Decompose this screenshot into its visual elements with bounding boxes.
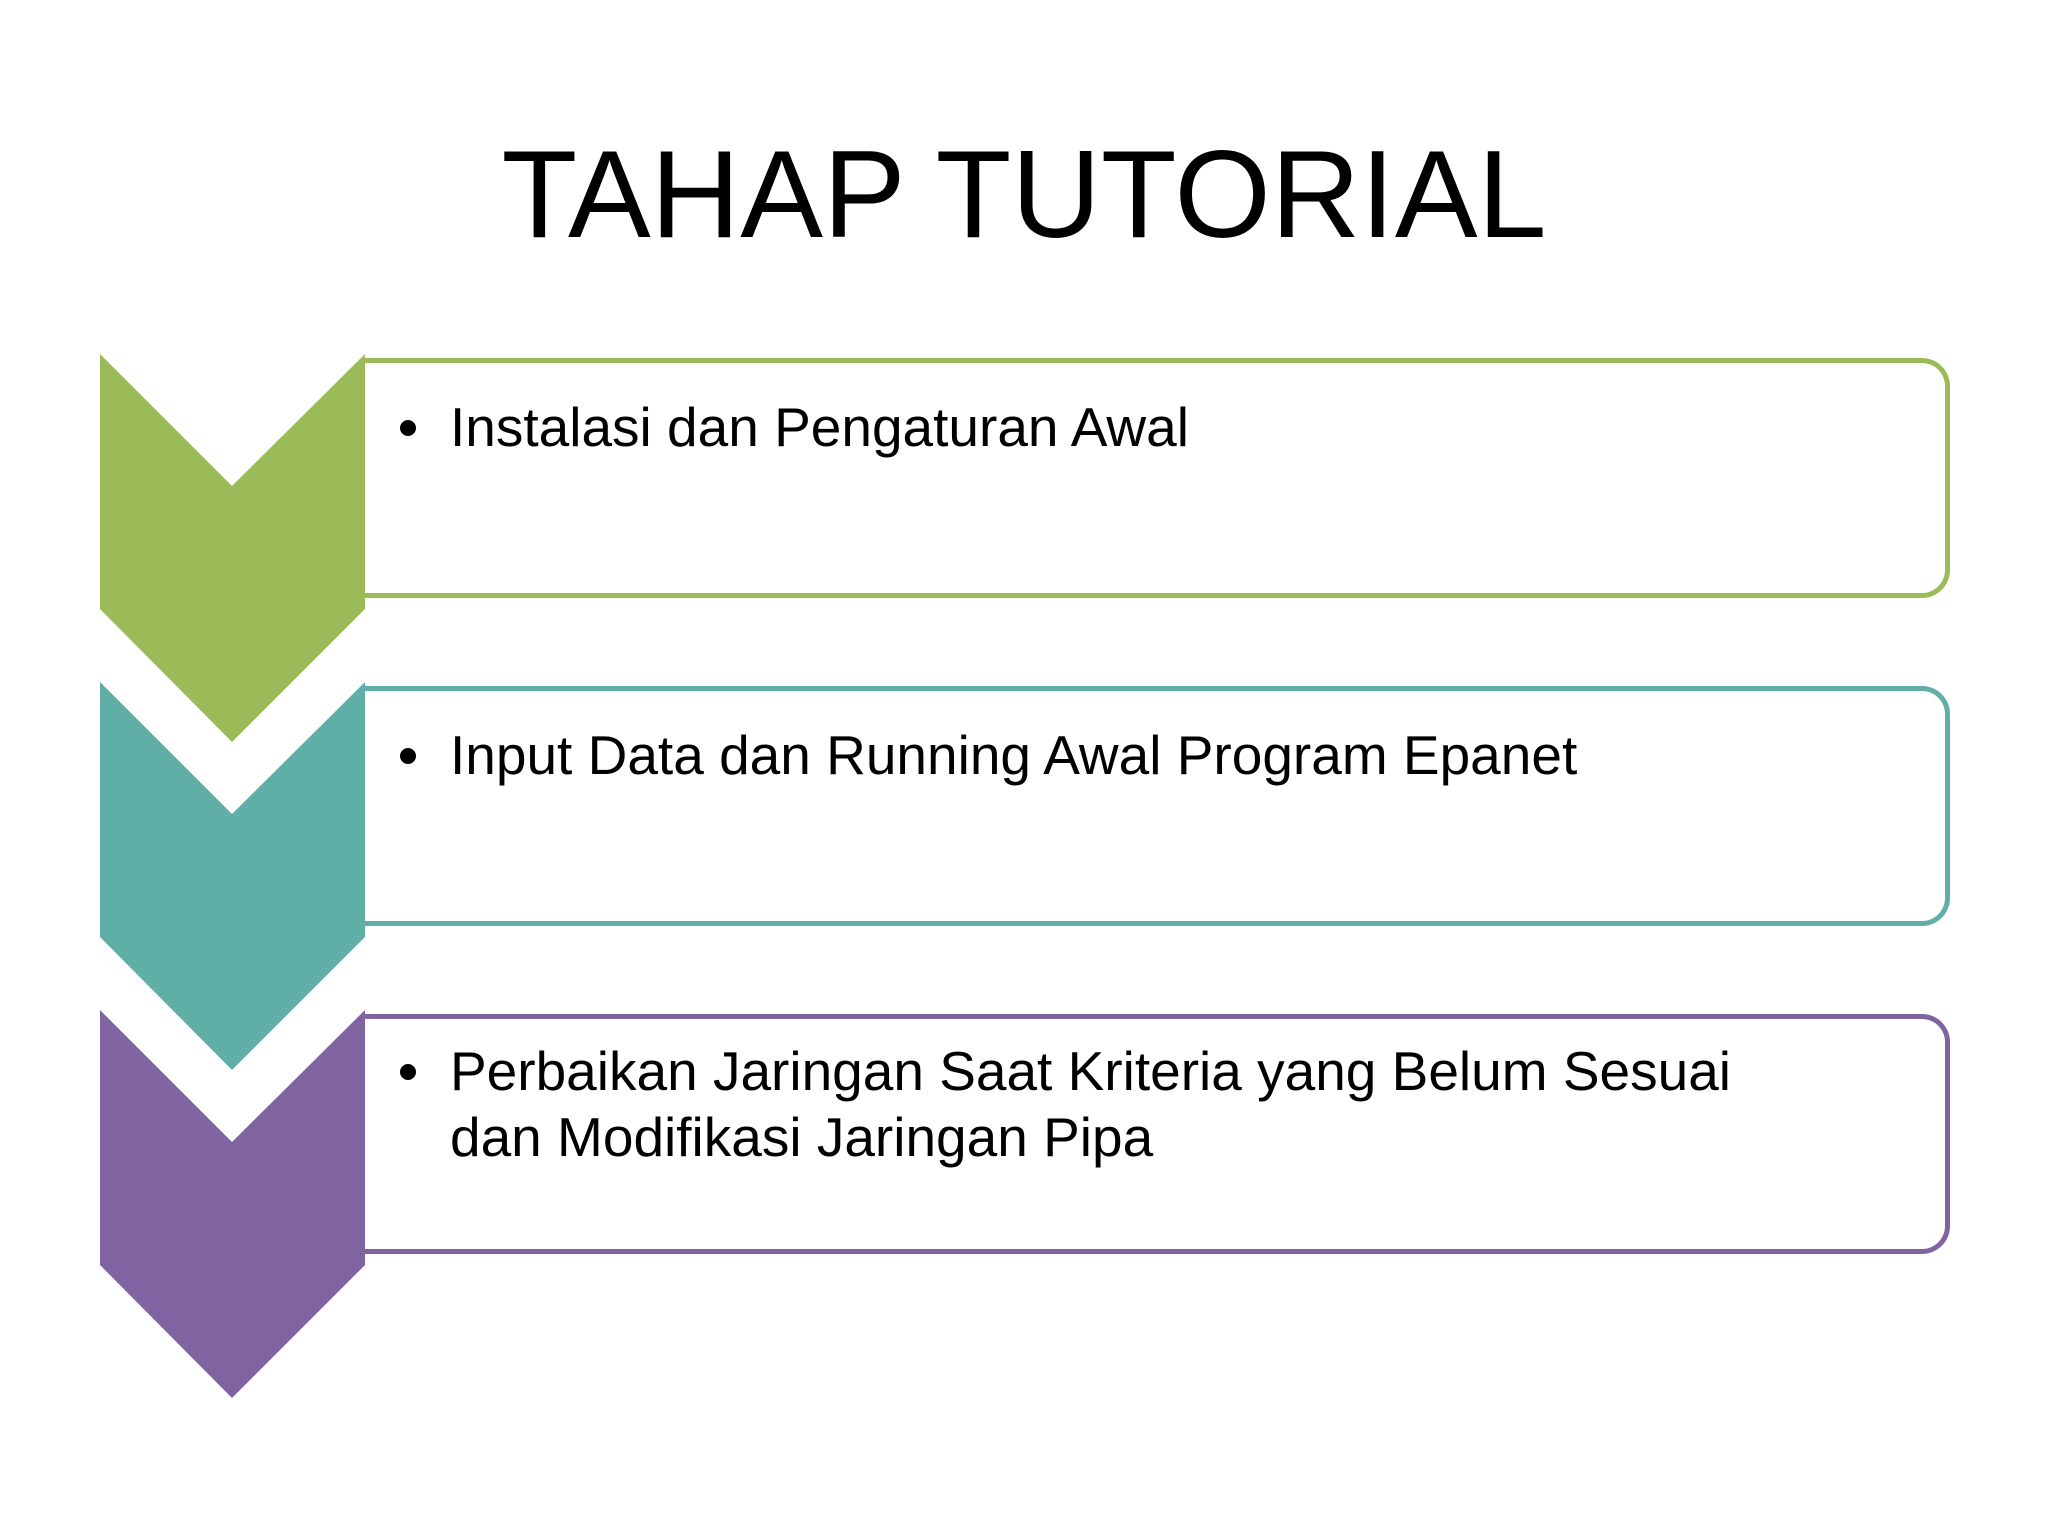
step-text: Instalasi dan Pengaturan Awal <box>450 396 1189 458</box>
bullet-point <box>400 420 416 436</box>
step-bullet-list <box>400 1038 1820 1170</box>
bullet-point <box>400 748 416 764</box>
step-text: Perbaikan Jaringan Saat Kriteria yang Belum Sesuai dan Modifikasi Jaringan Pipa <box>450 1040 1732 1168</box>
list-item <box>400 394 1820 460</box>
step-bullet-list <box>400 722 1820 788</box>
list-item <box>400 1038 1820 1170</box>
chevron-shape <box>100 1010 365 1398</box>
bullet-point <box>400 1064 416 1080</box>
step-text: Input Data dan Running Awal Program Epanet <box>450 724 1578 786</box>
step-3 <box>0 1010 2048 1400</box>
chevron-down-icon <box>100 1010 365 1400</box>
step-bullet-list <box>400 394 1820 460</box>
list-item <box>400 722 1820 788</box>
slide-title: TAHAP TUTORIAL <box>501 126 1547 264</box>
